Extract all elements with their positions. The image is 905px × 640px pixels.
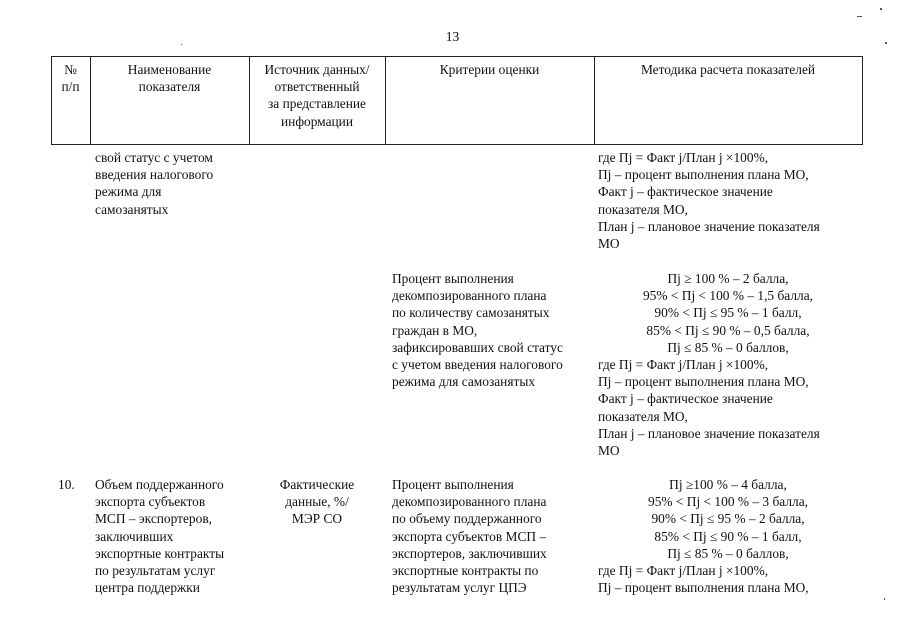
text-line: Пj – процент выполнения плана МО, bbox=[598, 374, 809, 390]
header-line: № bbox=[64, 62, 77, 77]
scan-speck bbox=[884, 598, 885, 600]
scan-speck bbox=[885, 42, 887, 44]
text-line: декомпозированного плана bbox=[392, 288, 547, 304]
text-line: 85% < Пj ≤ 90 % – 1 балл, bbox=[654, 528, 802, 544]
header-name bbox=[90, 61, 249, 95]
column-divider bbox=[862, 56, 863, 145]
header-line: показателя bbox=[138, 79, 201, 95]
text-line: Фактические bbox=[279, 477, 355, 492]
text-line: где Пj = Факт j/План j ×100%, bbox=[598, 357, 769, 372]
header-line: Источник данных/ bbox=[264, 62, 370, 77]
scan-speck bbox=[181, 44, 182, 45]
text-line: МСП – экспортеров, bbox=[95, 511, 212, 527]
header-line: Критерии оценки bbox=[439, 62, 540, 77]
text-line: Процент выполнения bbox=[392, 271, 514, 286]
scan-speck bbox=[857, 16, 862, 17]
text-line: по результатам услуг bbox=[95, 563, 216, 579]
text-line: 95% < Пj < 100 % – 3 балла, bbox=[648, 494, 808, 510]
header-method bbox=[594, 61, 862, 78]
method-formula bbox=[598, 356, 820, 459]
indicator-name bbox=[95, 476, 224, 596]
header-line: Методика расчета показателей bbox=[640, 62, 816, 77]
scan-speck bbox=[880, 8, 882, 10]
header-line: информации bbox=[280, 113, 354, 129]
text-line: 90% < Пj ≤ 95 % – 2 балла, bbox=[651, 511, 805, 527]
text-line: режима для самозанятых bbox=[392, 374, 536, 390]
text-line: Пj ≥100 % – 4 балла, bbox=[669, 477, 787, 492]
text-line: граждан в МО, bbox=[392, 322, 478, 338]
text-line: по количеству самозанятых bbox=[392, 305, 550, 321]
text-line: Пj – процент выполнения плана МО, bbox=[598, 580, 809, 596]
score-scale bbox=[594, 476, 862, 562]
text-line: экспортные контракты bbox=[95, 545, 225, 561]
text-line: зафиксировавших свой статус bbox=[392, 339, 563, 355]
text-line: экспорта субъектов bbox=[95, 494, 206, 510]
text-line: Факт j – фактическое значение bbox=[598, 391, 773, 407]
header-num bbox=[51, 61, 90, 95]
indicator-name-continued bbox=[95, 149, 213, 218]
text-line: по объему поддержанного bbox=[392, 511, 542, 527]
text-line: где Пj = Факт j/План j ×100%, bbox=[598, 150, 769, 165]
header-line: п/п bbox=[61, 79, 80, 95]
text-line: 95% < Пj < 100 % – 1,5 балла, bbox=[642, 288, 814, 304]
text-line: Пj ≤ 85 % – 0 баллов, bbox=[667, 545, 789, 561]
text-line: 90% < Пj ≤ 95 % – 1 балл, bbox=[654, 305, 802, 321]
text-line: результатам услуг ЦПЭ bbox=[392, 580, 527, 596]
text-line: режима для bbox=[95, 184, 162, 200]
text-line: экспортеров, заключивших bbox=[392, 545, 547, 561]
text-line: Пj – процент выполнения плана МО, bbox=[598, 167, 809, 183]
text-line: Пj ≥ 100 % – 2 балла, bbox=[667, 271, 789, 286]
header-line: ответственный bbox=[274, 79, 360, 95]
text-line: с учетом введения налогового bbox=[392, 357, 563, 373]
data-source bbox=[249, 476, 385, 528]
header-bottom-border bbox=[51, 144, 863, 145]
text-line: показателя МО, bbox=[598, 201, 688, 217]
text-line: декомпозированного плана bbox=[392, 494, 547, 510]
text-line: Объем поддержанного bbox=[95, 477, 224, 492]
text-line: свой статус с учетом bbox=[95, 150, 213, 165]
row-number: 10. bbox=[58, 477, 75, 492]
text-line: МЭР СО bbox=[291, 511, 343, 527]
text-line: Процент выполнения bbox=[392, 477, 514, 492]
text-line: показателя МО, bbox=[598, 408, 688, 424]
text-line: МО bbox=[598, 443, 620, 459]
text-line: экспорта субъектов МСП – bbox=[392, 528, 547, 544]
page-number: 13 bbox=[445, 29, 460, 44]
criteria-text bbox=[392, 270, 563, 390]
header-top-border bbox=[51, 56, 863, 57]
text-line: данные, %/ bbox=[285, 494, 349, 510]
header-line: за представление bbox=[268, 96, 366, 112]
header-line: Наименование bbox=[127, 62, 212, 77]
method-formula bbox=[598, 562, 809, 596]
text-line: самозанятых bbox=[95, 201, 169, 217]
text-line: центра поддержки bbox=[95, 580, 200, 596]
header-source bbox=[249, 61, 385, 130]
text-line: введения налогового bbox=[95, 167, 214, 183]
header-criteria bbox=[385, 61, 594, 78]
text-line: 85% < Пj ≤ 90 % – 0,5 балла, bbox=[646, 322, 810, 338]
text-line: заключивших bbox=[95, 528, 174, 544]
text-line: экспортные контракты по bbox=[392, 563, 539, 579]
text-line: МО bbox=[598, 236, 620, 252]
method-formula bbox=[598, 149, 820, 252]
text-line: Факт j – фактическое значение bbox=[598, 184, 773, 200]
text-line: Пj ≤ 85 % – 0 баллов, bbox=[667, 339, 789, 355]
text-line: План j – плановое значение показателя bbox=[598, 218, 820, 234]
text-line: где Пj = Факт j/План j ×100%, bbox=[598, 563, 769, 578]
criteria-text bbox=[392, 476, 547, 596]
score-scale bbox=[594, 270, 862, 356]
text-line: План j – плановое значение показателя bbox=[598, 425, 820, 441]
